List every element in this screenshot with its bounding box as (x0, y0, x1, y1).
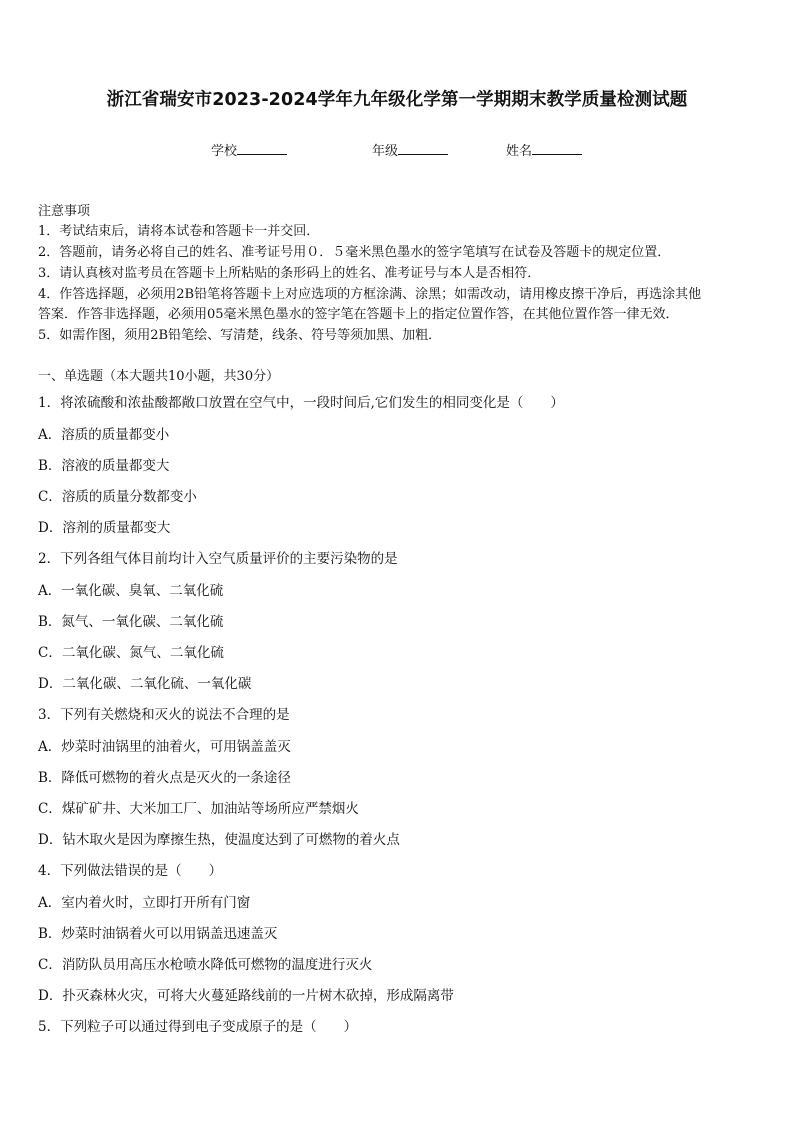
notice-item: 答案．作答非选择题，必须用05毫米黑色墨水的签字笔在答题卡上的指定位置作答，在其他位置作答一律无效． (38, 307, 679, 322)
answer-option[interactable]: D．二氧化碳、二氧化硫、一氧化碳 (38, 676, 252, 692)
grade-blank[interactable] (398, 142, 448, 155)
school-field[interactable] (211, 140, 287, 159)
answer-option[interactable]: A．室内着火时，立即打开所有门窗 (38, 895, 251, 911)
notice-heading: 注意事项 (38, 204, 91, 219)
answer-option[interactable]: C．消防队员用高压水枪喷水降低可燃物的温度进行灭火 (38, 957, 373, 973)
student-info-row (0, 140, 794, 160)
answer-option[interactable]: C．二氧化碳、氮气、二氧化硫 (38, 645, 224, 661)
name-blank[interactable] (532, 142, 582, 155)
school-blank[interactable] (237, 142, 287, 155)
answer-option[interactable]: C．煤矿矿井、大米加工厂、加油站等场所应严禁烟火 (38, 801, 359, 817)
notice-item: 3．请认真核对监考员在答题卡上所粘贴的条形码上的姓名、准考证号与本人是否相符． (38, 266, 541, 281)
grade-label: 年级 (372, 144, 399, 159)
school-label: 学校 (211, 144, 238, 159)
answer-option[interactable]: A．溶质的质量都变小 (38, 427, 170, 443)
page-title: 浙江省瑞安市2023-2024学年九年级化学第一学期期末教学质量检测试题 (106, 90, 688, 110)
answer-option[interactable]: B．炒菜时油锅着火可以用锅盖迅速盖灭 (38, 926, 278, 942)
answer-option[interactable]: A．炒菜时油锅里的油着火，可用锅盖盖灭 (38, 739, 291, 755)
answer-option[interactable]: D．溶剂的质量都变大 (38, 520, 171, 536)
name-field[interactable] (506, 140, 582, 159)
notice-item: 1．考试结束后，请将本试卷和答题卡一并交回． (38, 224, 320, 239)
notice-item: 5．如需作图，须用2B铅笔绘、写清楚，线条、符号等须加黑、加粗． (38, 328, 442, 343)
answer-option[interactable]: B．氮气、一氧化碳、二氧化硫 (38, 614, 224, 630)
notice-item: 2．答题前，请务必将自己的姓名、准考证号用０．５毫米黑色墨水的签字笔填写在试卷及答题卡的规定位置． (38, 245, 671, 260)
question-stem: 1．将浓硫酸和浓盐酸都敞口放置在空气中，一段时间后,它们发生的相同变化是（ ） (38, 395, 564, 411)
answer-option[interactable]: A．一氧化碳、臭氧、二氧化硫 (38, 583, 224, 599)
question-stem: 5．下列粒子可以通过得到电子变成原子的是（ ） (38, 1019, 358, 1035)
answer-option[interactable]: B．溶液的质量都变大 (38, 458, 170, 474)
answer-option[interactable]: D．钻木取火是因为摩擦生热，使温度达到了可燃物的着火点 (38, 832, 400, 848)
question-stem: 3．下列有关燃烧和灭火的说法不合理的是 (38, 707, 290, 723)
section-heading: 一、单选题（本大题共10小题，共30分） (38, 369, 280, 384)
notice-item: 4．作答选择题，必须用2B铅笔将答题卡上对应选项的方框涂满、涂黑；如需改动，请用橡皮擦干净后，再选涂其他 (38, 287, 702, 302)
question-stem: 4．下列做法错误的是（ ） (38, 863, 223, 879)
question-stem: 2．下列各组气体目前均计入空气质量评价的主要污染物的是 (38, 551, 398, 567)
name-label: 姓名 (506, 144, 533, 159)
answer-option[interactable]: C．溶质的质量分数都变小 (38, 489, 197, 505)
answer-option[interactable]: B．降低可燃物的着火点是灭火的一条途径 (38, 770, 291, 786)
grade-field[interactable] (372, 140, 448, 159)
answer-option[interactable]: D．扑灭森林火灾，可将大火蔓延路线前的一片树木砍掉，形成隔离带 (38, 988, 454, 1004)
